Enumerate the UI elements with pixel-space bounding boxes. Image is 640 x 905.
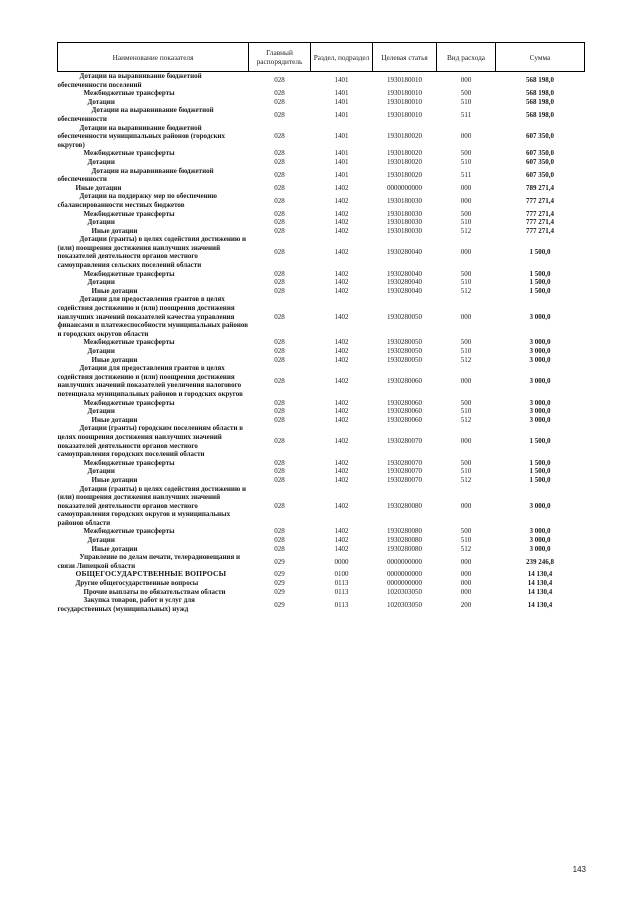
row-name: Межбюджетные трансферты (83, 398, 175, 407)
row-admin: 028 (274, 183, 285, 192)
row-admin: 028 (274, 286, 285, 295)
row-name: Дотации на выравнивание бюджетной обеспеченности (57, 106, 214, 123)
row-exptype: 000 (460, 132, 472, 141)
row-name: Иные дотации (91, 415, 138, 424)
row-name: Другие общегосударственные вопросы (75, 579, 199, 588)
row-exptype: 500 (460, 527, 472, 536)
row-name: Дотации (87, 467, 115, 476)
row-section: 1402 (334, 269, 349, 278)
row-admin: 028 (274, 170, 285, 179)
row-target: 1930280040 (387, 248, 422, 257)
row-admin: 028 (274, 347, 285, 355)
row-target: 1930280060 (387, 398, 422, 407)
row-admin: 028 (274, 149, 285, 158)
row-target: 1930180010 (387, 89, 422, 98)
row-name: Межбюджетные трансферты (83, 269, 175, 278)
row-exptype: 000 (460, 248, 472, 257)
row-target: 1930280040 (387, 286, 422, 295)
row-name: Дотации (87, 407, 115, 416)
row-sum: 1 500,0 (529, 269, 551, 278)
row-name: Управление по делам печати, телерадиовещания и связи Липецкой области (57, 553, 241, 570)
table-row (58, 416, 585, 425)
page-number: 143 (572, 865, 586, 874)
row-sum: 1 500,0 (529, 286, 551, 295)
row-sum: 568 198,0 (526, 110, 554, 119)
row-target: 1930280080 (387, 544, 422, 553)
row-exptype: 500 (460, 338, 472, 347)
row-admin: 028 (274, 527, 285, 536)
row-sum: 3 000,0 (529, 355, 551, 364)
row-section: 1402 (334, 467, 349, 476)
row-sum: 3 000,0 (529, 544, 551, 553)
table-row (58, 356, 585, 365)
row-name: Дотации на выравнивание бюджетной обеспеченности (57, 166, 214, 184)
row-target: 1020303050 (387, 587, 422, 596)
row-admin: 028 (274, 269, 285, 278)
row-exptype: 510 (460, 407, 472, 416)
row-section: 1402 (334, 218, 349, 227)
row-admin: 028 (274, 355, 285, 364)
row-sum: 3 000,0 (529, 415, 551, 424)
table-row (58, 270, 585, 279)
row-target: 0000000000 (387, 557, 422, 566)
row-sum: 1 500,0 (529, 437, 551, 446)
row-target: 1930180020 (387, 132, 422, 141)
row-admin: 028 (274, 475, 285, 484)
row-sum: 789 271,4 (526, 183, 554, 192)
row-admin: 028 (274, 110, 285, 119)
row-admin: 028 (274, 338, 285, 347)
row-admin: 028 (274, 278, 285, 287)
row-exptype: 511 (460, 170, 472, 179)
table-row (58, 218, 585, 227)
row-exptype: 500 (460, 269, 472, 278)
row-section: 1401 (334, 149, 349, 158)
table-row (58, 278, 585, 287)
row-name: Дотации (гранты) городским поселениям области в целях поощрения достижения наилучших значений показателей деятельности органов местного самоуправления городских поселений области (57, 424, 244, 459)
row-admin: 028 (274, 312, 285, 321)
table-row (58, 227, 585, 236)
row-section: 1402 (334, 544, 349, 553)
row-exptype: 000 (460, 196, 472, 205)
row-target: 1930280080 (387, 536, 422, 545)
row-admin: 028 (274, 458, 285, 467)
row-target: 1930180010 (387, 97, 422, 106)
row-sum: 568 198,0 (526, 89, 554, 98)
row-admin: 028 (274, 248, 285, 257)
row-exptype: 000 (460, 557, 472, 566)
row-target: 1930280050 (387, 347, 422, 355)
row-section: 0100 (334, 570, 349, 579)
row-name: Межбюджетные трансферты (83, 209, 175, 218)
row-sum: 3 000,0 (529, 527, 551, 536)
table-row (58, 167, 585, 184)
row-name: Межбюджетные трансферты (83, 527, 175, 536)
row-exptype: 512 (460, 355, 472, 364)
row-admin: 028 (274, 157, 285, 166)
row-exptype: 000 (460, 183, 472, 192)
row-section: 1401 (334, 97, 349, 106)
row-target: 1930280040 (387, 278, 422, 287)
row-target: 1930280040 (387, 269, 422, 278)
row-section: 1402 (334, 209, 349, 218)
row-name: Дотации (гранты) в целях содействия достижению и (или) поощрения достижения наилучших значений показателей деятельности органов местного самоуправления сельских поселений области (57, 235, 247, 270)
row-admin: 028 (274, 544, 285, 553)
row-section: 1402 (334, 355, 349, 364)
row-name: Межбюджетные трансферты (83, 458, 175, 467)
row-name: Дотации (87, 347, 115, 355)
row-exptype: 511 (460, 110, 472, 119)
table-row (58, 407, 585, 416)
row-name: Дотации для предоставления грантов в целях содействия достижению и (или) поощрения достижения наилучших значений показателей увеличения налогового потенциала муниципальных районов и городских округов (57, 364, 243, 398)
row-sum: 568 198,0 (526, 97, 554, 106)
row-section: 1401 (334, 132, 349, 141)
row-section: 1402 (334, 248, 349, 257)
row-admin: 029 (274, 600, 285, 609)
row-name: Дотации (гранты) в целях содействия достижению и (или) поощрения достижения наилучших значений показателей деятельности органов местного самоуправления городских округов и муниципальных районов области (57, 484, 247, 527)
row-name: Иные дотации (91, 475, 138, 484)
row-name: Межбюджетные трансферты (83, 338, 175, 347)
row-exptype: 000 (460, 377, 472, 386)
row-exptype: 510 (460, 536, 472, 545)
budget-table (57, 42, 584, 613)
row-name: Дотации (87, 97, 115, 106)
row-target: 1930280060 (387, 407, 422, 416)
row-target: 1930180030 (387, 218, 422, 227)
row-sum: 3 000,0 (529, 377, 551, 386)
table-row (58, 149, 585, 158)
row-target: 1930280050 (387, 355, 422, 364)
table-row (58, 545, 585, 554)
row-exptype: 500 (460, 398, 472, 407)
row-sum: 607 350,0 (526, 157, 554, 166)
header-section: Раздел, подраздел (311, 43, 373, 72)
table-row (58, 399, 585, 408)
row-section: 1401 (334, 157, 349, 166)
table-row (58, 364, 585, 398)
row-exptype: 510 (460, 278, 472, 287)
row-exptype: 510 (460, 97, 472, 106)
row-section: 1401 (334, 89, 349, 98)
row-exptype: 512 (460, 475, 472, 484)
table-row (58, 536, 585, 545)
row-sum: 607 350,0 (526, 149, 554, 158)
row-target: 1930280080 (387, 501, 422, 510)
table-row (58, 98, 585, 107)
row-target: 1930180020 (387, 149, 422, 158)
row-admin: 029 (274, 570, 285, 579)
row-target: 1020303050 (387, 600, 422, 609)
table-row (58, 596, 585, 613)
table-row (58, 476, 585, 485)
row-name: Иные дотации (91, 286, 138, 295)
table-row (58, 527, 585, 536)
row-admin: 028 (274, 97, 285, 106)
row-name: Иные дотации (75, 183, 122, 192)
table-row (58, 467, 585, 476)
row-name: Дотации (87, 157, 115, 166)
row-section: 1401 (334, 110, 349, 119)
row-admin: 028 (274, 132, 285, 141)
row-exptype: 500 (460, 89, 472, 98)
table-row (58, 338, 585, 347)
row-admin: 028 (274, 377, 285, 386)
row-section: 1402 (334, 196, 349, 205)
header-name: Наименование показателя (58, 43, 249, 72)
row-exptype: 000 (460, 76, 472, 85)
row-target: 0000000000 (387, 570, 422, 579)
row-admin: 028 (274, 536, 285, 545)
table-row (58, 158, 585, 167)
row-exptype: 510 (460, 467, 472, 476)
row-exptype: 000 (460, 570, 472, 579)
row-exptype: 512 (460, 415, 472, 424)
row-exptype: 510 (460, 157, 472, 166)
row-section: 0113 (334, 579, 349, 588)
row-sum: 14 130,4 (527, 570, 553, 579)
row-admin: 028 (274, 89, 285, 98)
row-name: Межбюджетные трансферты (83, 89, 175, 98)
row-section: 1402 (334, 437, 349, 446)
table-row (58, 424, 585, 458)
row-section: 1402 (334, 183, 349, 192)
row-admin: 028 (274, 467, 285, 476)
row-name: Иные дотации (91, 226, 138, 235)
row-target: 1930180010 (387, 76, 422, 85)
row-name: Иные дотации (91, 544, 138, 553)
row-admin: 028 (274, 415, 285, 424)
header-admin: Главный распорядитель (249, 43, 311, 72)
row-sum: 1 500,0 (529, 467, 551, 476)
row-section: 0113 (334, 600, 349, 609)
row-section: 1402 (334, 347, 349, 355)
table-body (58, 72, 585, 614)
row-name: ОБЩЕГОСУДАРСТВЕННЫЕ ВОПРОСЫ (75, 569, 227, 579)
row-sum: 14 130,4 (527, 579, 553, 588)
row-name: Дотации (87, 218, 115, 227)
row-sum: 1 500,0 (529, 458, 551, 467)
table-row (58, 106, 585, 123)
row-name: Дотации для предоставления грантов в целях содействия достижению и (или) поощрения достижения наилучших значений показателей качества управления финансами и платежеспособности муниципальных районов и городских округов области (57, 295, 249, 338)
row-section: 1402 (334, 226, 349, 235)
table-row (58, 124, 585, 150)
header-sum: Сумма (496, 43, 585, 72)
row-target: 1930280070 (387, 458, 422, 467)
row-sum: 1 500,0 (529, 278, 551, 287)
row-target: 1930280070 (387, 467, 422, 476)
table-row (58, 347, 585, 356)
row-target: 0000000000 (387, 579, 422, 588)
row-name: Дотации на выравнивание бюджетной обеспеченности поселений (57, 72, 202, 89)
row-exptype: 500 (460, 209, 472, 218)
table-row (58, 184, 585, 193)
row-sum: 777 271,4 (526, 209, 554, 218)
row-sum: 607 350,0 (526, 132, 554, 141)
row-target: 1930280070 (387, 475, 422, 484)
row-exptype: 500 (460, 458, 472, 467)
row-exptype: 200 (460, 600, 472, 609)
row-exptype: 000 (460, 312, 472, 321)
row-target: 1930280050 (387, 312, 422, 321)
row-name: Дотации (87, 536, 115, 545)
row-sum: 1 500,0 (529, 475, 551, 484)
row-target: 1930180010 (387, 110, 422, 119)
row-name: Прочие выплаты по обязательствам области (83, 587, 226, 596)
row-target: 1930280060 (387, 415, 422, 424)
row-admin: 028 (274, 226, 285, 235)
row-name: Иные дотации (91, 355, 138, 364)
table-row (58, 295, 585, 338)
row-target: 1930180030 (387, 209, 422, 218)
table-row (58, 588, 585, 597)
row-sum: 3 000,0 (529, 536, 551, 545)
row-target: 1930180030 (387, 226, 422, 235)
row-admin: 028 (274, 218, 285, 227)
row-sum: 239 246,8 (526, 557, 554, 566)
row-sum: 777 271,4 (526, 226, 554, 235)
row-section: 1402 (334, 475, 349, 484)
table-row (58, 485, 585, 528)
row-admin: 029 (274, 557, 285, 566)
row-sum: 777 271,4 (526, 218, 554, 227)
row-exptype: 000 (460, 579, 472, 588)
row-admin: 028 (274, 437, 285, 446)
row-section: 1402 (334, 312, 349, 321)
row-admin: 029 (274, 587, 285, 596)
row-sum: 1 500,0 (529, 248, 551, 257)
row-section: 1402 (334, 527, 349, 536)
row-target: 1930280050 (387, 338, 422, 347)
table-row (58, 89, 585, 98)
row-target: 1930180020 (387, 157, 422, 166)
row-section: 1402 (334, 278, 349, 287)
row-sum: 3 000,0 (529, 501, 551, 510)
row-sum: 3 000,0 (529, 347, 551, 355)
row-admin: 028 (274, 196, 285, 205)
row-admin: 028 (274, 501, 285, 510)
row-admin: 028 (274, 76, 285, 85)
table-row (58, 72, 585, 90)
row-name: Дотации на поддержку мер по обеспечению сбалансированности местных бюджетов (57, 192, 217, 209)
table-row (58, 192, 585, 209)
row-target: 0000000000 (387, 183, 422, 192)
row-section: 0000 (334, 557, 349, 566)
row-exptype: 512 (460, 544, 472, 553)
row-sum: 607 350,0 (526, 170, 554, 179)
header-exptype: Вид расхода (437, 43, 496, 72)
table-row (58, 553, 585, 570)
row-exptype: 510 (460, 218, 472, 227)
row-section: 1402 (334, 407, 349, 416)
row-name: Дотации (87, 278, 115, 287)
table-row (58, 235, 585, 269)
row-target: 1930180030 (387, 196, 422, 205)
table-row (58, 210, 585, 219)
row-admin: 028 (274, 398, 285, 407)
row-exptype: 000 (460, 501, 472, 510)
row-sum: 568 198,0 (526, 76, 554, 85)
row-sum: 3 000,0 (529, 338, 551, 347)
row-section: 0113 (334, 587, 349, 596)
table-row (58, 579, 585, 588)
row-section: 1402 (334, 377, 349, 386)
row-exptype: 000 (460, 437, 472, 446)
row-admin: 028 (274, 407, 285, 416)
row-exptype: 512 (460, 226, 472, 235)
row-admin: 028 (274, 209, 285, 218)
row-section: 1402 (334, 338, 349, 347)
row-name: Закупка товаров, работ и услуг для государственных (муниципальных) нужд (57, 596, 195, 613)
header-target: Целевая статья (373, 43, 437, 72)
row-section: 1402 (334, 398, 349, 407)
row-admin: 029 (274, 579, 285, 588)
row-target: 1930280070 (387, 437, 422, 446)
row-section: 1402 (334, 536, 349, 545)
row-sum: 3 000,0 (529, 407, 551, 416)
row-exptype: 000 (460, 587, 472, 596)
row-section: 1402 (334, 415, 349, 424)
row-section: 1402 (334, 458, 349, 467)
row-sum: 14 130,4 (527, 600, 553, 609)
row-name: Межбюджетные трансферты (83, 149, 175, 158)
row-sum: 14 130,4 (527, 587, 553, 596)
row-target: 1930180020 (387, 170, 422, 179)
row-sum: 3 000,0 (529, 398, 551, 407)
row-sum: 3 000,0 (529, 312, 551, 321)
row-section: 1402 (334, 286, 349, 295)
row-section: 1401 (334, 170, 349, 179)
row-exptype: 510 (460, 347, 472, 355)
table-row (58, 570, 585, 579)
table-row (58, 287, 585, 296)
row-target: 1930280080 (387, 527, 422, 536)
table-header (58, 43, 585, 72)
row-section: 1402 (334, 501, 349, 510)
row-exptype: 500 (460, 149, 472, 158)
row-name: Дотации на выравнивание бюджетной обеспеченности муниципальных районов (городских округов) (57, 123, 226, 149)
row-sum: 777 271,4 (526, 196, 554, 205)
row-exptype: 512 (460, 286, 472, 295)
row-section: 1401 (334, 76, 349, 85)
row-target: 1930280060 (387, 377, 422, 386)
table-row (58, 459, 585, 468)
